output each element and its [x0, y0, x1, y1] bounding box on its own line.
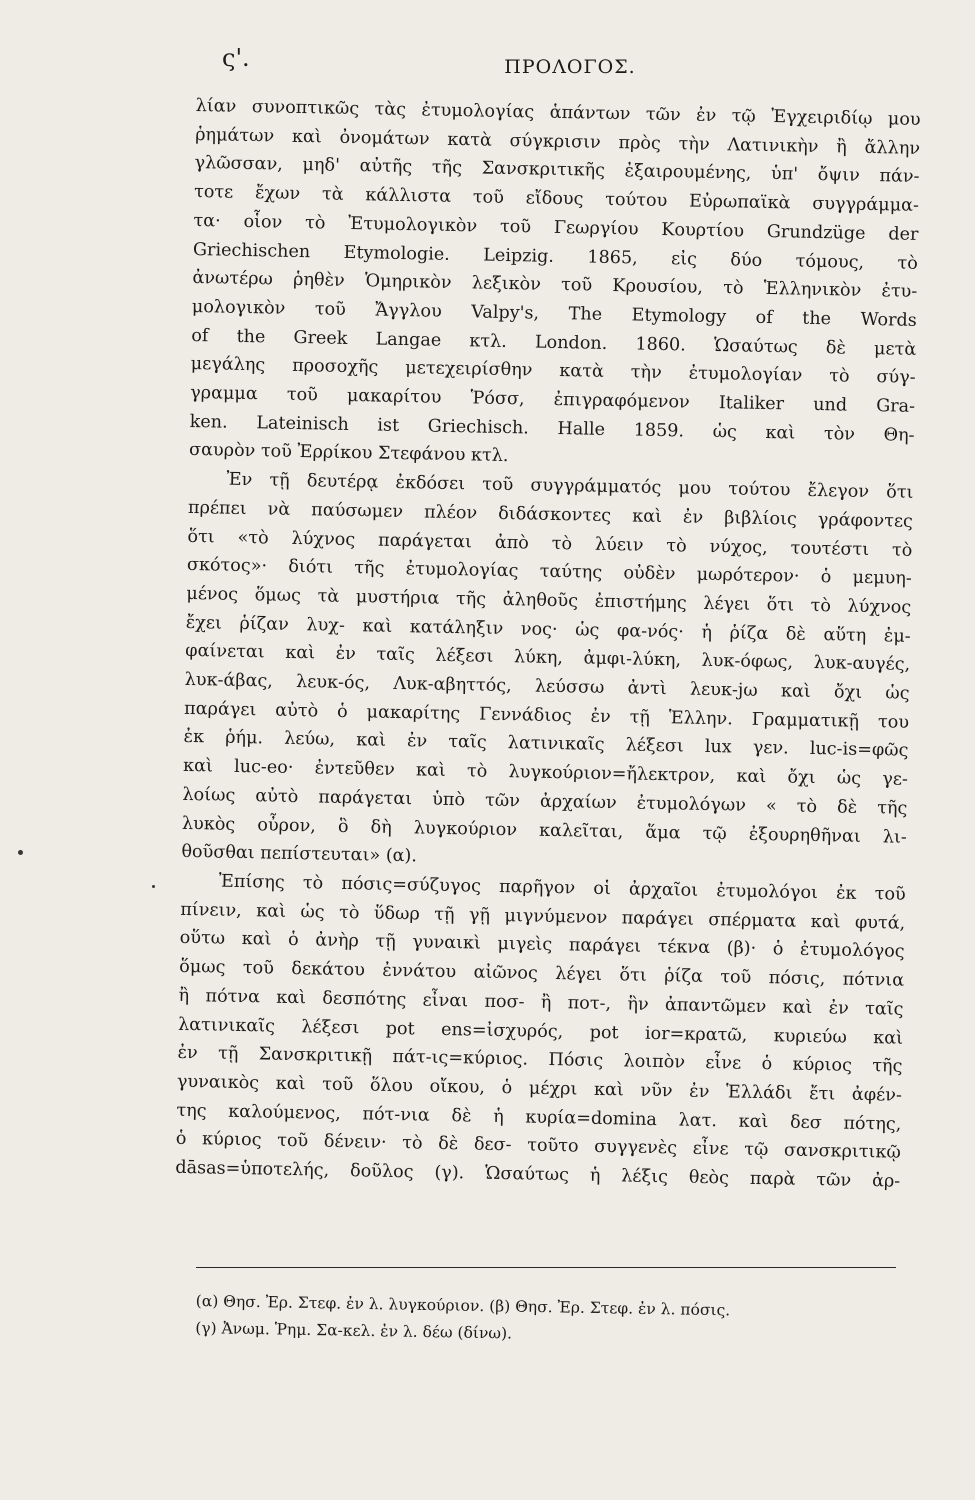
body-line: μεγάλης προσοχῆς μετεχειρίσθην κατὰ τὴν ἐτυμολογίαν τὸ σύγ-: [190, 354, 916, 389]
body-line: οὕτω καὶ ὁ ἀνὴρ τῇ γυναικὶ μιγεὶς παράγει τέκνα (β)· ὁ ἐτυμολόγος: [179, 928, 905, 963]
body-line: ὁ κύριος τοῦ δένειν· τὸ δὲ δεσ- τοῦτο συγγενὲς εἶνε τῷ σανσκριτικῷ: [175, 1129, 901, 1164]
body-line: τα· οἷον τὸ Ἐτυμολογικὸν τοῦ Γεωργίου Κουρτίου Grundzüge der: [193, 210, 919, 245]
footnote-rule: [196, 1267, 896, 1268]
body-line: καὶ luc-eo· ἐντεῦθεν καὶ τὸ λυγκούριον=ἤλεκτρον, καὶ ὄχι ὡς γε-: [182, 756, 909, 790]
margin-speck: [152, 885, 155, 888]
body-line: ken. Lateinisch ist Griechisch. Halle 1859. ὡς καὶ τὸν Θη-: [189, 411, 915, 446]
body-line: Ἐν τῇ δευτέρᾳ ἐκδόσει τοῦ συγγράμματός μου τούτου ἔλεγον ὅτι: [226, 469, 914, 503]
footnotes: [195, 1288, 916, 1355]
body-line: ἀνωτέρω ῥηθὲν Ὁμηρικὸν λεξικὸν τοῦ Κρουσίου, τὸ Ἑλληνικὸν ἐτυ-: [192, 268, 918, 303]
body-line: dāsas=ὑποτελής, δοῦλος (γ). Ὡσαύτως ἡ λέξις θεὸς παρὰ τῶν ἀρ-: [175, 1157, 901, 1192]
footnote-line: (γ) Ἀνωμ. Ῥημ. Σα-κελ. ἐν λ. δέω (δίνω).: [195, 1318, 513, 1343]
body-line: θοῦσθαι πεπίστευται» (α).: [181, 842, 418, 867]
footnote-line: (α) Θησ. Ἐρ. Στεφ. ἐν λ. λυγκούριον. (β) Θησ. Ἐρ. Στεφ. ἐν λ. πόσις.: [195, 1291, 731, 1320]
margin-speck: [18, 850, 23, 855]
body-line: τοτε ἔχων τὰ κάλλιστα τοῦ εἴδους τούτου Εὐρωπαϊκὰ συγγράμμα-: [193, 182, 920, 217]
running-head: ΠΡΟΛΟΓΟΣ.: [504, 56, 636, 78]
body-line: λίαν συνοπτικῶς τὰς ἐτυμολογίας ἁπάντων τῶν ἐν τῷ Ἐγχειριδίῳ μου: [195, 95, 921, 130]
body-line: of the Greek Langae κτλ. London. 1860. Ὡσαύτως δὲ μετὰ: [191, 325, 917, 360]
body-line: λοίως αὐτὸ παράγεται ὑπὸ τῶν ἀρχαίων ἐτυμολόγων « τὸ δὲ τῆς: [182, 784, 908, 819]
body-line: πρέπει νὰ παύσωμεν πλέον διδάσκοντες καὶ ἐν βιβλίοις γράφοντες: [187, 497, 914, 532]
body-line: ἢ πότνα καὶ δεσπότης εἶναι ποσ- ἢ ποτ-, ἣν ἀπαντῶμεν καὶ ἐν ταῖς: [178, 985, 904, 1020]
body-line: ἐκ ῥήμ. λεύω, καὶ ἐν ταῖς λατινικαῖς λέξεσι lux γεν. luc-is=φῶς: [183, 727, 909, 762]
body-line: σαυρὸν τοῦ Ἐρρίκου Στεφάνου κτλ.: [188, 440, 509, 467]
body-text: [175, 92, 921, 1196]
body-line: λατινικαῖς λέξεσι pot ens=ἰσχυρός, pot ior=κρατῶ, κυριεύω καὶ: [177, 1014, 904, 1049]
body-line: παράγει αὐτὸ ὁ μακαρίτης Γεννάδιος ἐν τῇ Ἑλλην. Γραμματικῇ του: [183, 698, 910, 733]
body-line: ἐν τῇ Σανσκριτικῇ πάτ-ις=κύριος. Πόσις λοιπὸν εἶνε ὁ κύριος τῆς: [177, 1043, 903, 1077]
body-line: σκότος»· διότι τῆς ἐτυμολογίας ταύτης οὐδὲν μωρότερον· ὁ μεμυη-: [186, 555, 912, 590]
page-number: ς'.: [222, 44, 250, 72]
body-line: ὅτι «τὸ λύχνος παράγεται ἀπὸ τὸ λύειν τὸ νύχος, τουτέστι τὸ: [187, 526, 913, 561]
body-line: ἔχει ῥίζαν λυχ- καὶ κατάληξιν νος· ὡς φα-νός· ἡ ῥίζα δὲ αὕτη ἐμ-: [185, 612, 911, 647]
body-line: πίνειν, καὶ ὡς τὸ ὕδωρ τῇ γῇ μιγνύμενον παράγει σπέρματα καὶ φυτά,: [180, 899, 906, 934]
body-line: γλῶσσαν, μηδ' αὐτῆς τῆς Σανσκριτικῆς ἐξαιρουμένης, ὑπ' ὄψιν πάν-: [194, 153, 920, 188]
body-line: της καλούμενος, πότ-νια δὲ ἡ κυρία=domina λατ. καὶ δεσ πότης,: [176, 1100, 902, 1135]
body-line: φαίνεται καὶ ἐν ταῖς λέξεσι λύκη, ἀμφι-λύκη, λυκ-όφως, λυκ-αυγές,: [185, 641, 911, 676]
body-line: ῥημάτων καὶ ὀνομάτων κατὰ σύγκρισιν πρὸς τὴν Λατινικὴν ἢ ἄλλην: [194, 124, 921, 159]
body-line: μένος ὅμως τὰ μυστήρια τῆς ἀληθοῦς ἐπιστήμης λέγει ὅτι τὸ λύχνος: [186, 583, 912, 618]
body-line: μολογικὸν τοῦ Ἄγγλου Valpy's, The Etymology of the Words: [191, 296, 917, 331]
body-line: λυκ-άβας, λευκ-ός, Λυκ-αβηττός, λεύσσω ἀντὶ λευκ-jω καὶ ὄχι ὡς: [184, 669, 910, 704]
body-line: ὅμως τοῦ δεκάτου ἐννάτου αἰῶνος λέγει ὅτι ῥίζα τοῦ πόσις, πότνια: [179, 956, 905, 991]
body-line: γραμμα τοῦ μακαρίτου Ῥόσσ, ἐπιγραφόμενον Italiker und Gra-: [190, 382, 916, 417]
body-line: λυκὸς οὖρον, ὃ δὴ λυγκούριον καλεῖται, ἅμα τῷ ἐξουρηθῆναι λι-: [181, 813, 908, 848]
body-line: Griechischen Etymologie. Leipzig. 1865, εἰς δύο τόμους, τὸ: [192, 239, 919, 274]
body-line: Ἐπίσης τὸ πόσις=σύζυγος παρῆγον οἱ ἀρχαῖοι ἐτυμολόγοι ἐκ τοῦ: [218, 871, 906, 905]
body-line: γυναικὸς καὶ τοῦ ὅλου οἴκου, ὁ μέχρι καὶ νῦν ἐν Ἑλλάδι ἔτι ἀφέν-: [176, 1071, 903, 1106]
